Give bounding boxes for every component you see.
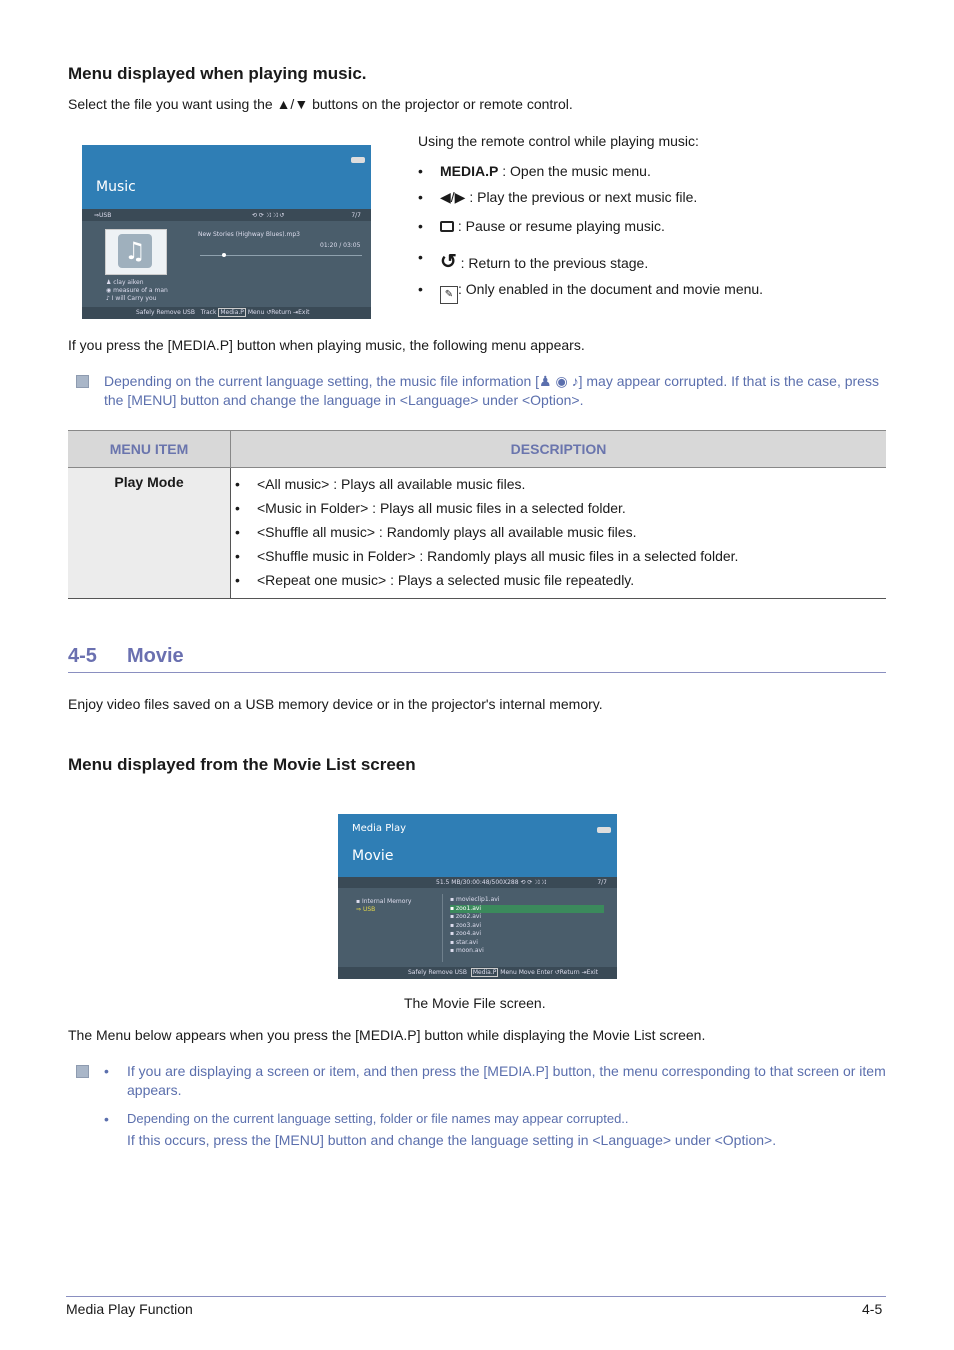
progress-bar <box>200 255 362 256</box>
music-heading: Menu displayed when playing music. <box>68 64 367 83</box>
return-icon: ↺ <box>440 251 457 273</box>
note-icon <box>76 375 89 388</box>
list-item[interactable]: ▪ star.avi <box>450 938 478 946</box>
music-screenshot <box>82 145 371 319</box>
play-mode-table <box>68 430 886 599</box>
remote-item-disabled: • ✎ : Only enabled in the document and movie menu. <box>418 281 918 307</box>
music-info-icons: ♟ ◉ ♪ <box>539 373 579 389</box>
section-rule <box>68 672 886 673</box>
track-time: 01:20 / 03:05 <box>320 242 361 249</box>
device-icon <box>351 157 365 163</box>
note-icon <box>76 1065 89 1078</box>
music-menu-text: If you press the [MEDIA.P] button when playing music, the following menu appears. <box>68 337 585 353</box>
movie-file-list <box>450 896 604 956</box>
note-bullet: • <box>104 1063 109 1079</box>
play-mode-cell: Play Mode <box>68 468 231 599</box>
music-bottom-bar: Safely Remove USB Track Media.P Menu ↺Return ⇥Exit <box>136 309 310 316</box>
list-item[interactable]: ▪ zoo3.avi <box>450 921 482 929</box>
list-item[interactable]: ▪ zoo2.avi <box>450 913 482 920</box>
remote-list <box>418 163 918 307</box>
track-name: New Stories (Highway Blues).mp3 <box>198 231 300 238</box>
list-item[interactable]: ▪ moon.avi <box>450 947 484 954</box>
movie-note-1: If you are displaying a screen or item, and then press the [MEDIA.P] button, the menu corresponding to that screen or item appears. <box>127 1063 886 1098</box>
remote-item-pause: • : Pause or resume playing music. <box>418 218 918 249</box>
footer-page-number: 4-5 <box>862 1301 883 1317</box>
col-description: DESCRIPTION <box>231 431 887 468</box>
movie-count: 7/7 <box>597 879 607 886</box>
movie-caption: The Movie File screen. <box>404 995 546 1011</box>
disabled-icon: ✎ <box>440 286 458 304</box>
music-screen-title: Music <box>96 179 136 195</box>
list-item-selected[interactable]: ▪ zoo1.avi <box>450 905 604 914</box>
remote-item-prev-next: • ◀/▶ : Play the previous or next music file. <box>418 189 918 218</box>
desc-item: • <Shuffle music in Folder> : Randomly plays all music files in a selected folder. <box>235 544 886 568</box>
source-list <box>356 898 411 914</box>
movie-note-2a: Depending on the current language setting, folder or file names may appear corrupted.. <box>127 1111 629 1126</box>
device-icon <box>597 827 611 833</box>
footer-rule <box>66 1296 886 1297</box>
remote-intro: Using the remote control while playing music: <box>418 133 699 149</box>
play-mode-desc <box>231 468 887 599</box>
remote-item-return: • ↺ : Return to the previous stage. <box>418 249 918 281</box>
movie-subheading: Menu displayed from the Movie List screen <box>68 755 416 774</box>
album-art <box>105 229 167 275</box>
movie-screen-header: Media Play <box>352 823 407 834</box>
movie-file-info: 51.5 MB/30:00:48/500X288 ⟲ ⟳ ⤨ ⤨ <box>436 879 546 886</box>
movie-screen-title: Movie <box>352 848 394 864</box>
movie-section-number: 4-5 <box>68 645 97 667</box>
movie-note-2b: If this occurs, press the [MENU] button and change the language setting in <Language> under <Option>. <box>127 1132 777 1148</box>
note-bullet: • <box>104 1111 109 1127</box>
source-usb[interactable]: ⇒ USB <box>356 906 376 913</box>
footer-left: Media Play Function <box>66 1301 193 1317</box>
desc-item: • <Repeat one music> : Plays a selected music file repeatedly. <box>235 568 886 592</box>
desc-item: • <Music in Folder> : Plays all music files in a selected folder. <box>235 496 886 520</box>
pause-resume-icon <box>440 221 454 232</box>
music-intro: Select the file you want using the ▲/▼ buttons on the projector or remote control. <box>68 96 573 112</box>
track-info: ♟ clay aiken ◉ measure of a man ♪ I will Carry you <box>106 279 168 302</box>
list-item[interactable]: ▪ zoo4.avi <box>450 930 482 937</box>
source-internal[interactable]: ▪ Internal Memory <box>356 898 412 905</box>
desc-item: • <Shuffle all music> : Randomly plays all available music files. <box>235 520 886 544</box>
remote-item-media-p: • MEDIA.P : Open the music menu. <box>418 163 918 189</box>
desc-item: • <All music> : Plays all available music files. <box>235 472 886 496</box>
control-icons: ⟲ ⟳ ⤨ ⤨ ↺ <box>252 212 285 219</box>
col-menu-item: MENU ITEM <box>68 431 231 468</box>
movie-menu-text: The Menu below appears when you press the [MEDIA.P] button while displaying the Movie List screen. <box>68 1027 706 1043</box>
movie-screenshot <box>338 814 617 979</box>
movie-section-title: Movie <box>127 645 184 667</box>
movie-intro: Enjoy video files saved on a USB memory device or in the projector's internal memory. <box>68 696 603 712</box>
music-note: Depending on the current language setting, the music file information [♟ ◉ ♪] may appear corrupted. If that is the case, press the [MENU] button and change the language in <Language> under <Option>. <box>104 373 879 408</box>
list-item[interactable]: ▪ movieclip1.avi <box>450 896 500 903</box>
music-note-icon: ♫ <box>118 234 152 268</box>
movie-bottom-bar: Safely Remove USB Media.P Menu Move Enter ↺Return ⇥Exit <box>408 969 598 976</box>
music-count: 7/7 <box>351 212 361 219</box>
music-usb-label: ⇒USB <box>94 212 112 219</box>
